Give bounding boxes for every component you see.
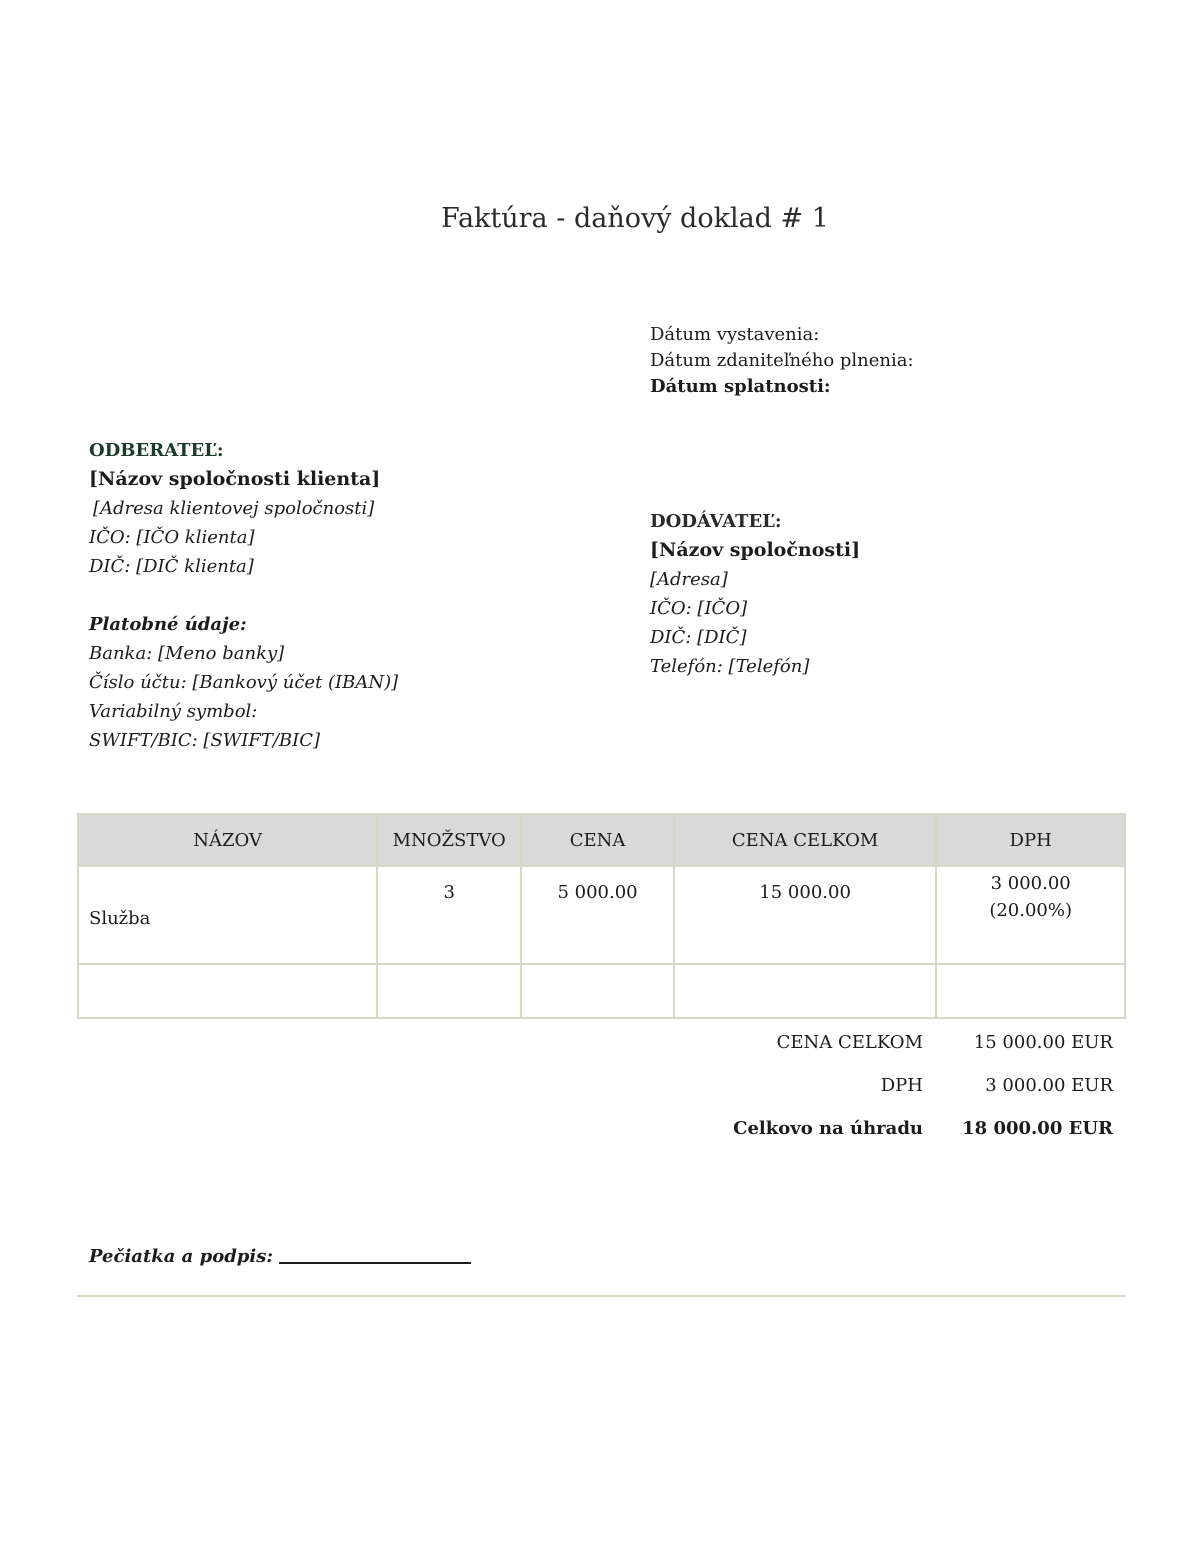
- payment-heading: Platobné údaje:: [89, 614, 247, 635]
- row-vat: [936, 866, 1125, 964]
- payment-swift: SWIFT/BIC: [SWIFT/BIC]: [89, 730, 321, 751]
- supplier-block: [650, 507, 860, 681]
- empty-cell: [377, 964, 521, 1018]
- signature-block: [89, 1246, 471, 1267]
- row-vat-amount: 3 000.00: [990, 873, 1071, 894]
- header-price: CENA: [521, 814, 674, 866]
- subtotal-value: 15 000.00 EUR: [973, 1032, 1113, 1053]
- invoice-dates: [650, 322, 914, 400]
- supplier-heading: DODÁVATEĽ:: [650, 511, 782, 532]
- table-row: [78, 866, 1125, 964]
- supplier-dic: DIČ: [DIČ]: [650, 627, 747, 648]
- signature-label: Pečiatka a podpis:: [89, 1246, 273, 1267]
- empty-cell: [674, 964, 936, 1018]
- header-total: CENA CELKOM: [674, 814, 936, 866]
- totals-block: [623, 1032, 1113, 1161]
- vat-total-row: [623, 1075, 1113, 1118]
- vat-total-value: 3 000.00 EUR: [985, 1075, 1113, 1096]
- row-name: Služba: [78, 866, 377, 964]
- header-vat: DPH: [936, 814, 1125, 866]
- payment-details: [89, 610, 398, 755]
- footer-divider: [77, 1295, 1126, 1297]
- supplier-company: [Názov spoločnosti]: [650, 539, 861, 561]
- row-vat-rate: (20.00%): [989, 900, 1072, 921]
- due-date-label: Dátum splatnosti:: [650, 376, 831, 397]
- invoice-title: Faktúra - daňový doklad # 1: [441, 203, 829, 234]
- supplier-phone: Telefón: [Telefón]: [650, 656, 810, 677]
- signature-line: [279, 1262, 471, 1264]
- header-quantity: MNOŽSTVO: [377, 814, 521, 866]
- table-header-row: [78, 814, 1125, 866]
- client-heading: ODBERATEĽ:: [89, 440, 224, 461]
- supplier-ico: IČO: [IČO]: [650, 598, 748, 619]
- row-quantity: 3: [377, 866, 521, 964]
- taxable-date-label: Dátum zdaniteľného plnenia:: [650, 350, 914, 371]
- subtotal-label: CENA CELKOM: [776, 1032, 923, 1053]
- client-dic: DIČ: [DIČ klienta]: [89, 556, 254, 577]
- empty-cell: [521, 964, 674, 1018]
- grand-total-label: Celkovo na úhradu: [733, 1118, 923, 1139]
- grand-total-row: [623, 1118, 1113, 1161]
- empty-cell: [78, 964, 377, 1018]
- row-price: 5 000.00: [521, 866, 674, 964]
- header-name: NÁZOV: [78, 814, 377, 866]
- issue-date-label: Dátum vystavenia:: [650, 324, 820, 345]
- client-block: [89, 436, 398, 755]
- payment-bank: Banka: [Meno banky]: [89, 643, 285, 664]
- empty-cell: [936, 964, 1125, 1018]
- client-address: [Adresa klientovej spoločnosti]: [93, 498, 375, 519]
- vat-total-label: DPH: [880, 1075, 923, 1096]
- subtotal-row: [623, 1032, 1113, 1075]
- payment-variable-symbol: Variabilný symbol:: [89, 701, 258, 722]
- table-row-empty: [78, 964, 1125, 1018]
- row-total: 15 000.00: [674, 866, 936, 964]
- grand-total-value: 18 000.00 EUR: [962, 1118, 1113, 1139]
- supplier-address: [Adresa]: [650, 569, 728, 590]
- items-table: [77, 813, 1126, 1019]
- payment-account: Číslo účtu: [Bankový účet (IBAN)]: [89, 672, 399, 693]
- client-ico: IČO: [IČO klienta]: [89, 527, 255, 548]
- client-company: [Názov spoločnosti klienta]: [89, 468, 381, 490]
